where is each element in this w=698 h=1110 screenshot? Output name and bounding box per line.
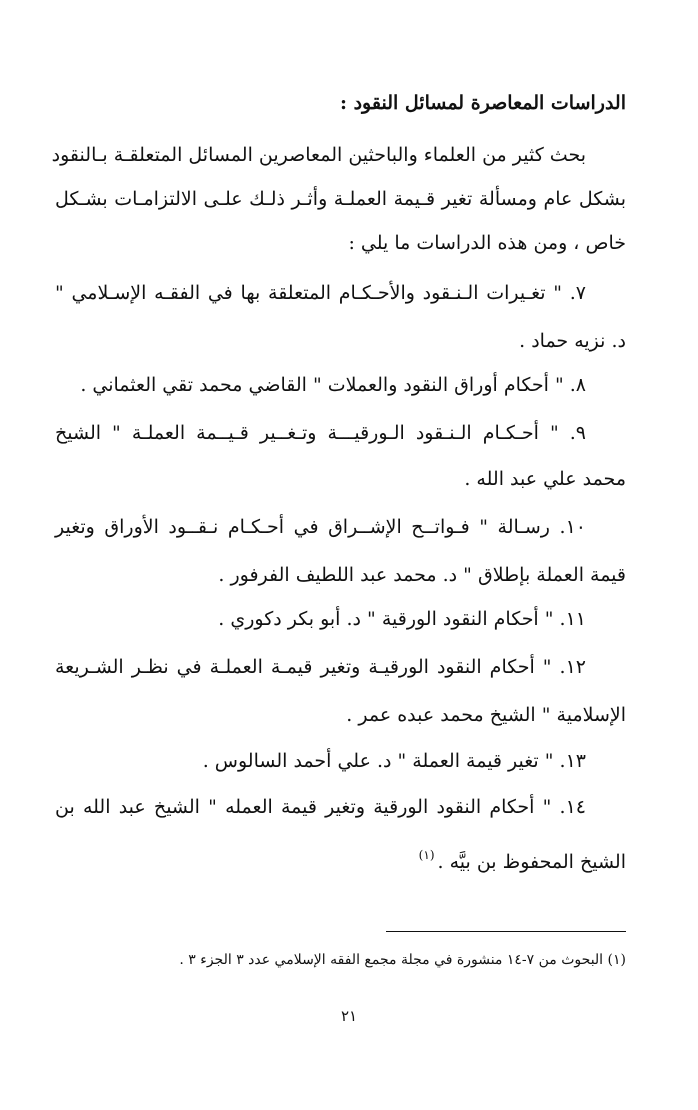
list-item-12-line-1: ١٢. " أحكام النقود الورقيـة وتغير قيمـة العملـة في نظـر الشـريعة — [55, 656, 586, 678]
list-item-11: ١١. " أحكام النقود الورقية " د. أبو بكر دكوري . — [218, 608, 586, 630]
footnote-reference: (١) — [418, 848, 435, 862]
intro-line-2: بشكل عام ومسألة تغير قـيمة العملـة وأثـر ذلـك علـى الالتزامـات بشـكل — [55, 188, 626, 210]
list-item-10-line-1: ١٠. رسـالة " فـواتــح الإشــراق في أحـكـام نـقــود الأوراق وتغير — [55, 516, 586, 538]
list-item-14-text: الشيخ المحفوظ بن بيَّه . — [437, 851, 626, 873]
list-item-7-line-1: ٧. " تغـيرات الـنـقود والأحـكـام المتعلقة بها في الفقـه الإسـلامي " — [55, 282, 586, 304]
list-item-14-line-2 — [55, 840, 626, 877]
list-item-12-line-2: الإسلامية " الشيخ محمد عبده عمر . — [346, 704, 626, 726]
list-item-7-line-2: د. نزيه حماد . — [519, 330, 626, 352]
list-item-9-line-1: ٩. " أحـكـام الـنـقود الـورقيـــة وتـغــير قـيــمة العملـة " الشيخ — [55, 422, 586, 444]
footnote-divider — [386, 931, 626, 932]
list-item-9-line-2: محمد علي عبد الله . — [464, 468, 626, 490]
page-number: ٢١ — [340, 1007, 358, 1025]
list-item-14-line-1: ١٤. " أحكام النقود الورقية وتغير قيمة العمله " الشيخ عبد الله بن — [55, 796, 586, 818]
intro-line-1: بحث كثير من العلماء والباحثين المعاصرين المسائل المتعلقـة بـالنقود — [51, 144, 586, 166]
intro-line-3: خاص ، ومن هذه الدراسات ما يلي : — [348, 232, 626, 254]
footnote-text: (١) البحوث من ٧-١٤ منشورة في مجلة مجمع الفقه الإسلامي عدد ٣ الجزء ٣ . — [179, 952, 626, 968]
list-item-8: ٨. " أحكام أوراق النقود والعملات " القاضي محمد تقي العثماني . — [80, 374, 586, 396]
section-heading: الدراسات المعاصرة لمسائل النقود : — [339, 92, 626, 114]
list-item-13: ١٣. " تغير قيمة العملة " د. علي أحمد السالوس . — [202, 750, 586, 772]
list-item-10-line-2: قيمة العملة بإطلاق " د. محمد عبد اللطيف الفرفور . — [218, 564, 626, 586]
